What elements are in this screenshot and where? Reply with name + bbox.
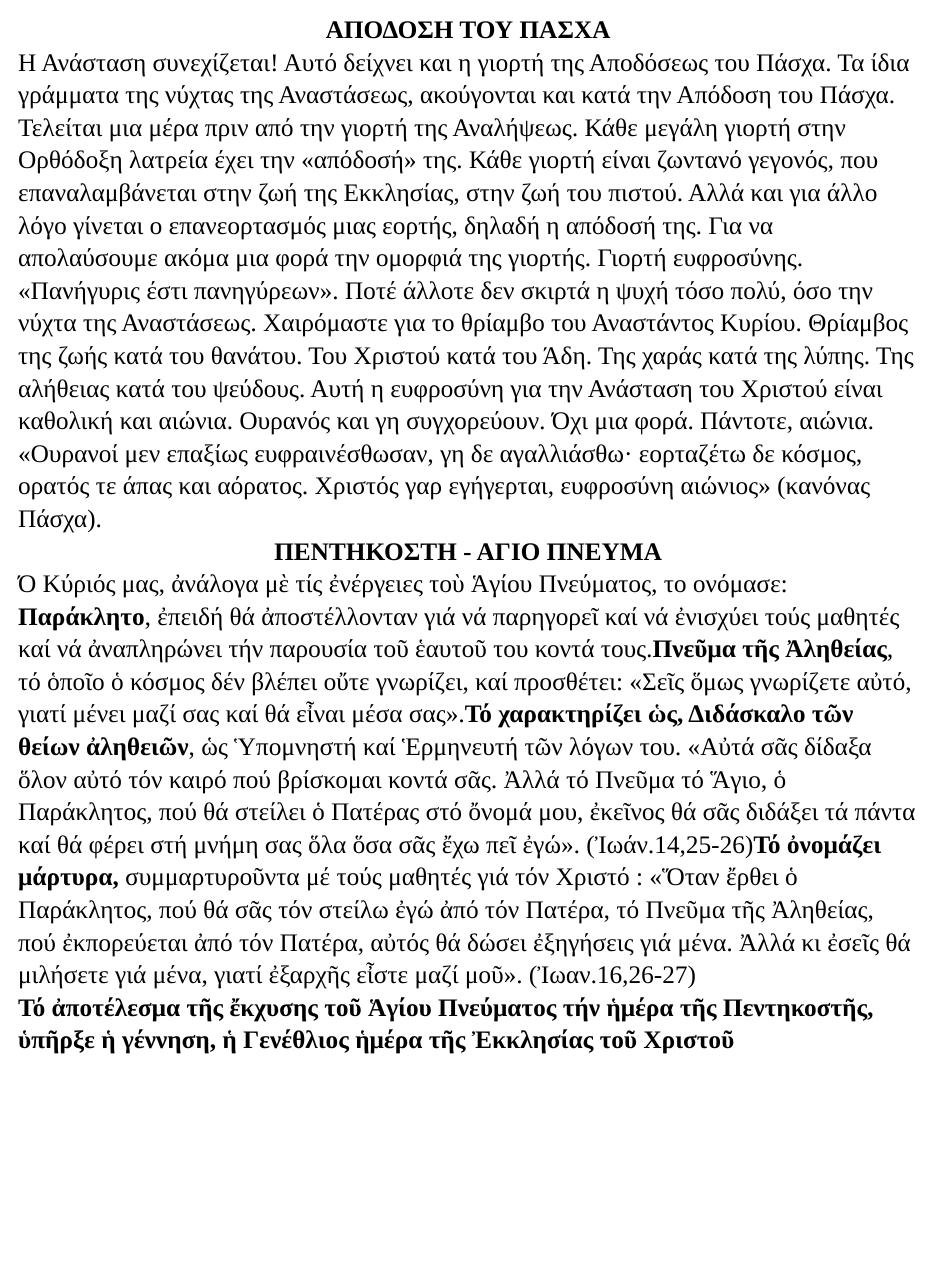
body-text-segment: , τό ὁποῖο ὁ κόσμος δέν βλέπει οὔτε γνωρίζει, καί προσθέτει: «Σεῖς ὅμως γνωρίζετε αὐτό, γιατί μένει μαζί σας καί θά εἶναι μέσα σας». <box>18 635 912 729</box>
body-text-segment: συμμαρτυροῦντα μέ τούς μαθητές γιά τόν Χριστό : «Ὅταν ἔρθει ὁ Παράκλητος, πού θά σᾶς τόν στείλω ἐγώ ἀπό τόν Πατέρα, τό Πνεῦμα τῆς Ἀληθείας, πού ἐκπορεύεται ἀπό τόν Πατέρα, αὐτός θά δώσει ἐξηγήσεις γιά μένα. Ἀλλά κι ἐσεῖς θά μιλήσετε γιά μένα, γιατί ἐξαρχῆς εἶστε μαζί μοῦ». (Ἰωαν.16,26-27) <box>18 863 911 990</box>
body-text-segment: , ἐπειδή θά ἀποστέλλονταν γιά νά παρηγορεῖ καί νά ἐνισχύει τούς μαθητές καί νά ἀναπληρώνει τήν παρουσία τοῦ ἑαυτοῦ του κοντά τους. <box>18 602 900 664</box>
bold-term-martyra: Τό ὀνομάζει μάρτυρα, <box>18 830 882 892</box>
bold-term-paraklito: Παράκλητο <box>18 602 145 631</box>
section-body-pentikosti <box>18 568 918 992</box>
body-text-segment: , ὡς Ὑπομνηστή καί Ἑρμηνευτή τῶν λόγων του. «Αὐτά σᾶς δίδαξα ὅλον αὐτό τόν καιρό πού βρίσκομαι κοντά σᾶς. Ἀλλά τό Πνεῦμα τό Ἅγιο, ὁ Παράκλητος, πού θά στείλει ὁ Πατέρας στό ὄνομά μου, ἐκεῖνος θά σᾶς διδάξει τά πάντα καί θά φέρει στή μνήμη σας ὅλα ὅσα σᾶς ἔχω πεῖ ἐγώ». (Ἰωάν.14,25-26) <box>18 733 916 859</box>
body-text-segment: Ό Κύριός μας, ἀνάλογα μὲ τίς ἐνέργειες τοὺ Ἁγίου Πνεύματος, το ονόμασε: <box>18 570 788 599</box>
section-title-pentikosti: ΠΕΝΤΗΚΟΣΤΗ - ΑΓΙΟ ΠΝΕΥΜΑ <box>274 537 662 566</box>
section-body-apodosi: Η Ανάσταση συνεχίζεται! Αυτό δείχνει και η γιορτή της Αποδόσεως του Πάσχα. Τα ίδια γράμματα της νύχτας της Αναστάσεως, ακούγονται και κατά την Απόδοση του Πάσχα. Τελείται μια μέρα πριν από την γιορτή της Αναλήψεως. Κάθε μεγάλη γιορτή στην Ορθόδοξη λατρεία έχει την «απόδοσή» της. Κάθε γιορτή είναι ζωντανό γεγονός, που επαναλαμβάνεται στην ζωή της Εκκλησίας, στην ζωή του πιστού. Αλλά και για άλλο λόγο γίνεται ο επανεορτασμός μιας εορτής, δηλαδή η απόδοσή της. Για να απολαύσουμε ακόμα μια φορά την ομορφιά της γιορτής. Γιορτή ευφροσύνης. «Πανήγυρις έστι πανηγύρεων». Ποτέ άλλοτε δεν σκιρτά η ψυχή τόσο πολύ, όσο την νύχτα της Αναστάσεως. Χαιρόμαστε για το θρίαμβο του Αναστάντος Κυρίου. Θρίαμβος της ζωής κατά του θανάτου. Του Χριστού κατά του Άδη. Της χαράς κατά της λύπης. Της αλήθειας κατά του ψεύδους. Αυτή η ευφροσύνη για την Ανάσταση του Χριστού είναι καθολική και αιώνια. Ουρανός και γη συγχορεύουν. Όχι μια φορά. Πάντοτε, αιώνια. «Ουρανοί μεν επαξίως ευφραινέσθωσαν, γη δε αγαλλιάσθω· εορταζέτω δε κόσμος, ορατός τε άπας και αόρατος. Χριστός γαρ εγήγερται, ευφροσύνη αιώνιος» (κανόνας Πάσχα). <box>18 48 914 533</box>
closing-bold-paragraph: Τό ἀποτέλεσμα τῆς ἔκχυσης τοῦ Ἁγίου Πνεύματος τήν ἡμέρα τῆς Πεντηκοστῆς, ὑπῆρξε ἡ γέννηση, ἡ Γενέθλιος ἡμέρα τῆς Ἐκκλησίας τοῦ Χριστοῦ <box>18 993 874 1055</box>
bold-term-pneuma-alitheias: Πνεῦμα τῆς Ἀληθείας <box>652 635 887 664</box>
section-title-apodosi: ΑΠΟΔΟΣΗ ΤΟΥ ΠΑΣΧΑ <box>325 16 611 44</box>
bold-term-didaskalo: Τό χαρακτηρίζει ὡς, Διδάσκαλο τῶν θείων ἀληθειῶν <box>18 700 854 762</box>
